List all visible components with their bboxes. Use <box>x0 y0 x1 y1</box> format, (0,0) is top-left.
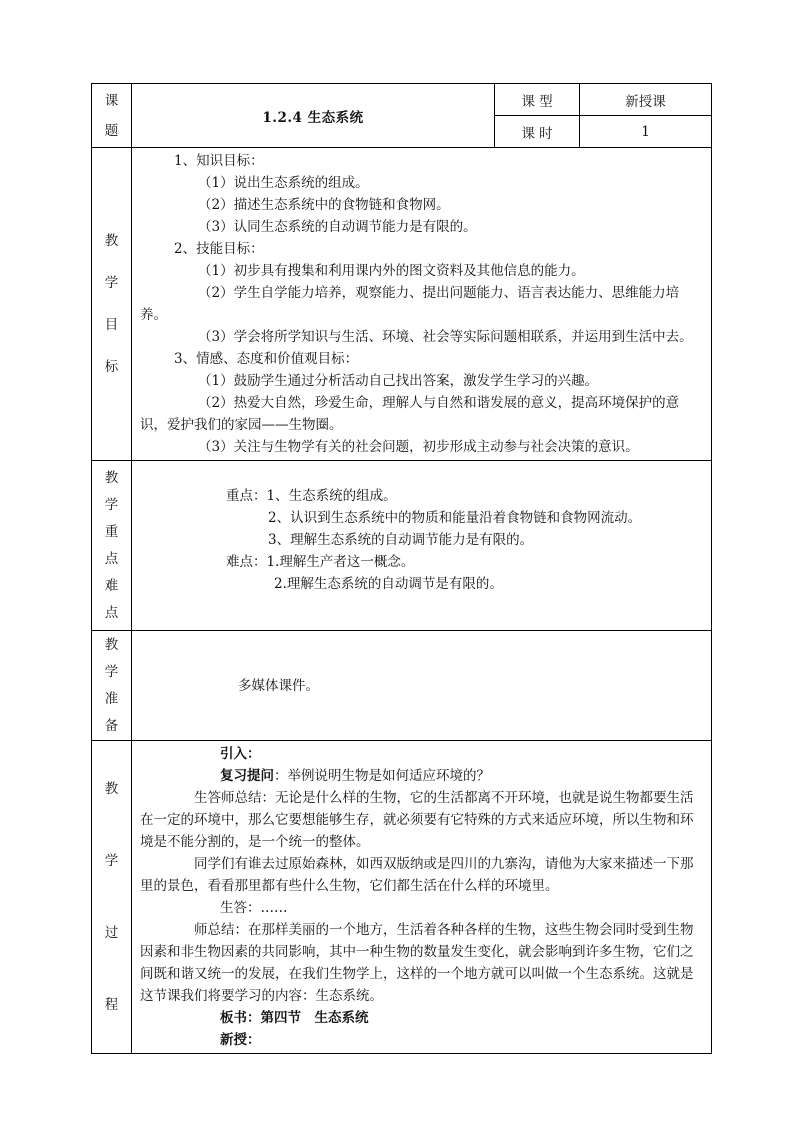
process-content <box>132 741 712 1054</box>
key-points-row <box>92 461 712 631</box>
lesson-type-value: 新授课 <box>580 84 712 116</box>
objectives-label-char: 目 <box>104 317 119 333</box>
objective-line: （2）学生自学能力培养，观察能力、提出问题能力、语言表达能力、思维能力培养。 <box>140 285 680 323</box>
key-points-label-char: 教 <box>104 469 119 486</box>
objective-line: （2）描述生态系统中的食物链和食物网。 <box>198 197 450 213</box>
difficult-point-line: 2.理解生态系统的自动调节是有限的。 <box>274 576 503 592</box>
objective-line: 3、情感、态度和价值观目标： <box>174 351 359 367</box>
preparation-label-char: 备 <box>104 717 119 734</box>
objective-line: （2）热爱大自然，珍爱生命，理解人与自然和谐发展的意义，提高环境保护的意识，爱护我们的家园——生物圈。 <box>140 395 680 433</box>
intro-heading: 引入： <box>220 746 261 762</box>
objective-line: （1）鼓励学生通过分析活动自己找出答案，激发学生学习的兴趣。 <box>198 373 599 389</box>
objective-line: （3）关注与生物学有关的社会问题，初步形成主动参与社会决策的意识。 <box>198 439 639 455</box>
review-text: ：举例说明生物是如何适应环境的？ <box>274 768 490 784</box>
preparation-label-char: 准 <box>104 690 119 707</box>
preparation-label <box>92 631 132 741</box>
preparation-row <box>92 631 712 741</box>
review-label: 复习提问 <box>220 768 274 784</box>
topic-label-line1: 课 <box>104 92 119 109</box>
key-point-line: 2、认识到生态系统中的物质和能量沿着食物链和食物网流动。 <box>268 510 642 526</box>
objectives-label-char: 教 <box>104 233 119 249</box>
preparation-label-char: 教 <box>104 636 119 653</box>
lesson-hours-value: 1 <box>580 116 712 148</box>
topic-label <box>92 84 132 148</box>
key-points-label-char: 点 <box>104 604 119 621</box>
process-paragraph: 同学们有谁去过原始森林，如西双版纳或是四川的九寨沟，请他为大家来描述一下那里的景色，看看那里都有些什么生物，它们都生活在什么样的环境里。 <box>140 856 694 894</box>
preparation-content <box>132 631 712 741</box>
objective-line: （3）认同生态系统的自动调节能力是有限的。 <box>198 219 477 235</box>
key-points-label <box>92 461 132 631</box>
objective-line: 2、技能目标： <box>174 241 264 257</box>
process-label-char: 程 <box>104 997 119 1013</box>
objectives-label-char: 学 <box>104 275 119 291</box>
topic-label-line2: 题 <box>104 122 119 139</box>
objective-line: 1、知识目标： <box>174 153 264 169</box>
student-answer: 生答：…… <box>220 900 288 916</box>
process-row <box>92 741 712 1054</box>
lesson-hours-label: 课 时 <box>495 116 580 148</box>
key-points-label-char: 难 <box>104 577 119 594</box>
board-writing: 板书：第四节 生态系统 <box>220 1010 369 1026</box>
key-points-label-char: 重 <box>104 523 119 540</box>
difficult-point-line: 难点：1.理解生产者这一概念。 <box>226 554 415 570</box>
process-label-char: 学 <box>104 853 119 869</box>
review-question <box>140 765 705 787</box>
objectives-content <box>132 148 712 461</box>
process-label <box>92 741 132 1054</box>
key-points-content <box>132 461 712 631</box>
key-point-line: 重点：1、生态系统的组成。 <box>226 488 397 504</box>
preparation-label-char: 学 <box>104 663 119 680</box>
lesson-title: 1.2.4 生态系统 <box>132 84 495 148</box>
lesson-plan-table <box>91 83 712 1054</box>
objective-line: （3）学会将所学知识与生活、环境、社会等实际问题相联系，并运用到生活中去。 <box>198 329 693 345</box>
header-row-type <box>92 84 712 116</box>
process-paragraph: 生答师总结：无论是什么样的生物，它的生活都离不开环境，也就是说生物都要生活在一定的环境中，那么它要想能够生存，就必须要有它特殊的方式来适应环境，所以生物和环境是不能分割的，是一个统一的整体。 <box>140 790 694 850</box>
process-paragraph: 师总结：在那样美丽的一个地方，生活着各种各样的生物，这些生物会同时受到生物因素和非生物因素的共同影响，其中一种生物的数量发生变化，就会影响到许多生物，它们之间既和谐又统一的发展，在我们生物学上，这样的一个地方就可以叫做一个生态系统。这就是这节课我们将要学习的内容：生态系统。 <box>140 922 694 1004</box>
objective-line: （1）初步具有搜集和利用课内外的图文资料及其他信息的能力。 <box>198 263 585 279</box>
new-lesson-heading: 新授： <box>220 1032 261 1048</box>
objectives-label-char: 标 <box>104 359 119 375</box>
process-label-char: 教 <box>104 781 119 797</box>
key-points-label-char: 点 <box>104 550 119 567</box>
key-points-label-char: 学 <box>104 496 119 513</box>
objective-line: （1）说出生态系统的组成。 <box>198 175 369 191</box>
objectives-label <box>92 148 132 461</box>
process-label-char: 过 <box>104 925 119 941</box>
objectives-row <box>92 148 712 461</box>
preparation-text: 多媒体课件。 <box>238 677 319 694</box>
lesson-type-label: 课 型 <box>495 84 580 116</box>
key-point-line: 3、理解生态系统的自动调节能力是有限的。 <box>268 532 534 548</box>
